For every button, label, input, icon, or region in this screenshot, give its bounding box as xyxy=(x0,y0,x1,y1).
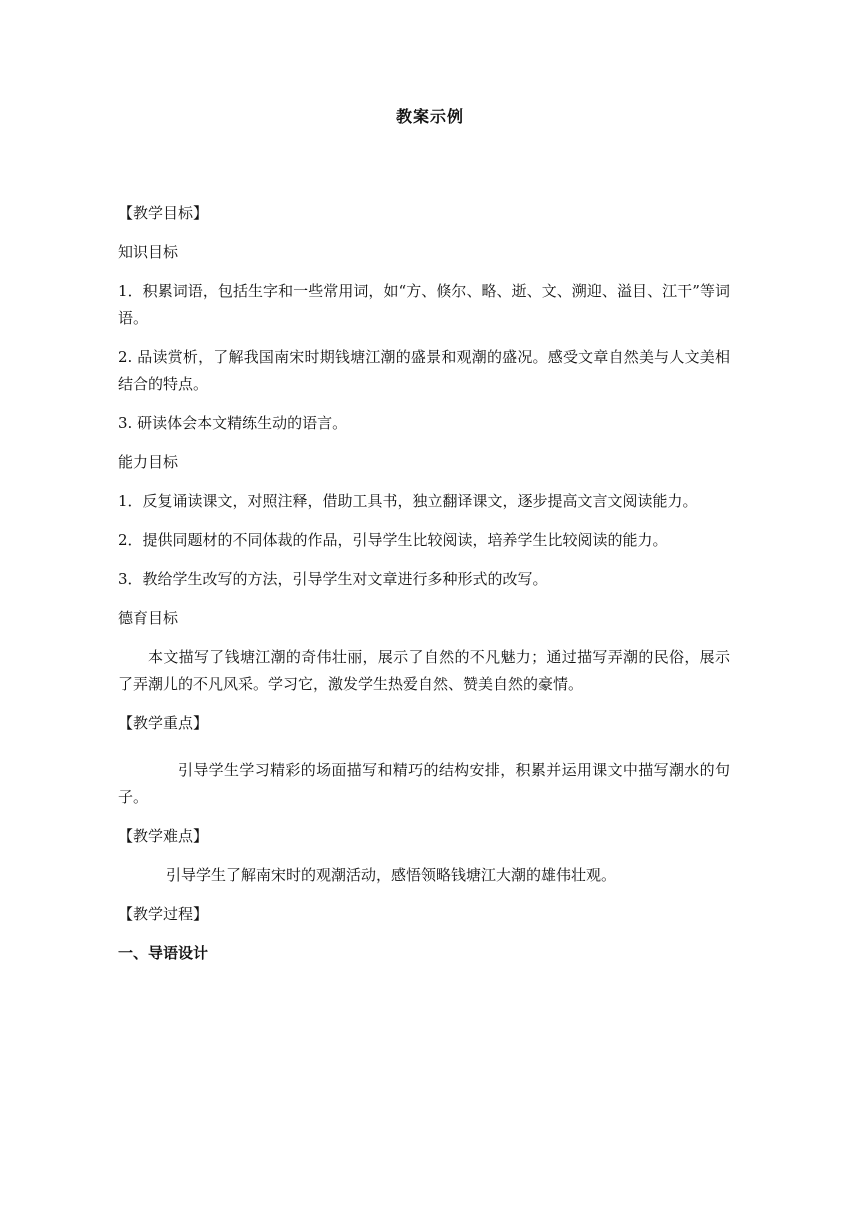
key-points-heading: 【教学重点】 xyxy=(118,714,209,732)
ability-item: 2．提供同题材的不同体裁的作品，引导学生比较阅读，培养学生比较阅读的能力。 xyxy=(118,531,668,549)
ability-item: 1．反复诵读课文，对照注释，借助工具书，独立翻译课文，逐步提高文言文阅读能力。 xyxy=(118,492,698,510)
knowledge-item: 3. 研读体会本文精练生动的语言。 xyxy=(118,414,348,432)
knowledge-heading: 知识目标 xyxy=(118,243,179,261)
difficulties-heading: 【教学难点】 xyxy=(118,827,209,845)
difficulties-paragraph: 引导学生了解南宋时的观潮活动，感悟领略钱塘江大潮的雄伟壮观。 xyxy=(166,866,617,884)
moral-heading: 德育目标 xyxy=(118,609,179,627)
process-heading: 【教学过程】 xyxy=(118,905,209,923)
objectives-heading: 【教学目标】 xyxy=(118,204,209,222)
knowledge-item: 2. 品读赏析，了解我国南宋时期钱塘江潮的盛景和观潮的盛况。感受文章自然美与人文美相结合的特点。 xyxy=(118,348,730,393)
document-title: 教案示例 xyxy=(395,107,464,126)
section-one-heading: 一、导语设计 xyxy=(118,944,209,962)
ability-item: 3．教给学生改写的方法，引导学生对文章进行多种形式的改写。 xyxy=(118,570,548,588)
knowledge-item: 1．积累词语，包括生字和一些常用词，如“方、倏尔、略、逝、文、溯迎、溢目、江干”等词语。 xyxy=(118,282,730,327)
document-body xyxy=(118,200,730,967)
ability-heading: 能力目标 xyxy=(118,453,179,471)
moral-paragraph: 本文描写了钱塘江潮的奇伟壮丽，展示了自然的不凡魅力；通过描写弄潮的民俗，展示了弄潮儿的不凡风采。学习它，激发学生热爱自然、赞美自然的豪情。 xyxy=(118,648,730,693)
key-points-paragraph: 引导学生学习精彩的场面描写和精巧的结构安排，积累并运用课文中描写潮水的句子。 xyxy=(118,761,730,806)
